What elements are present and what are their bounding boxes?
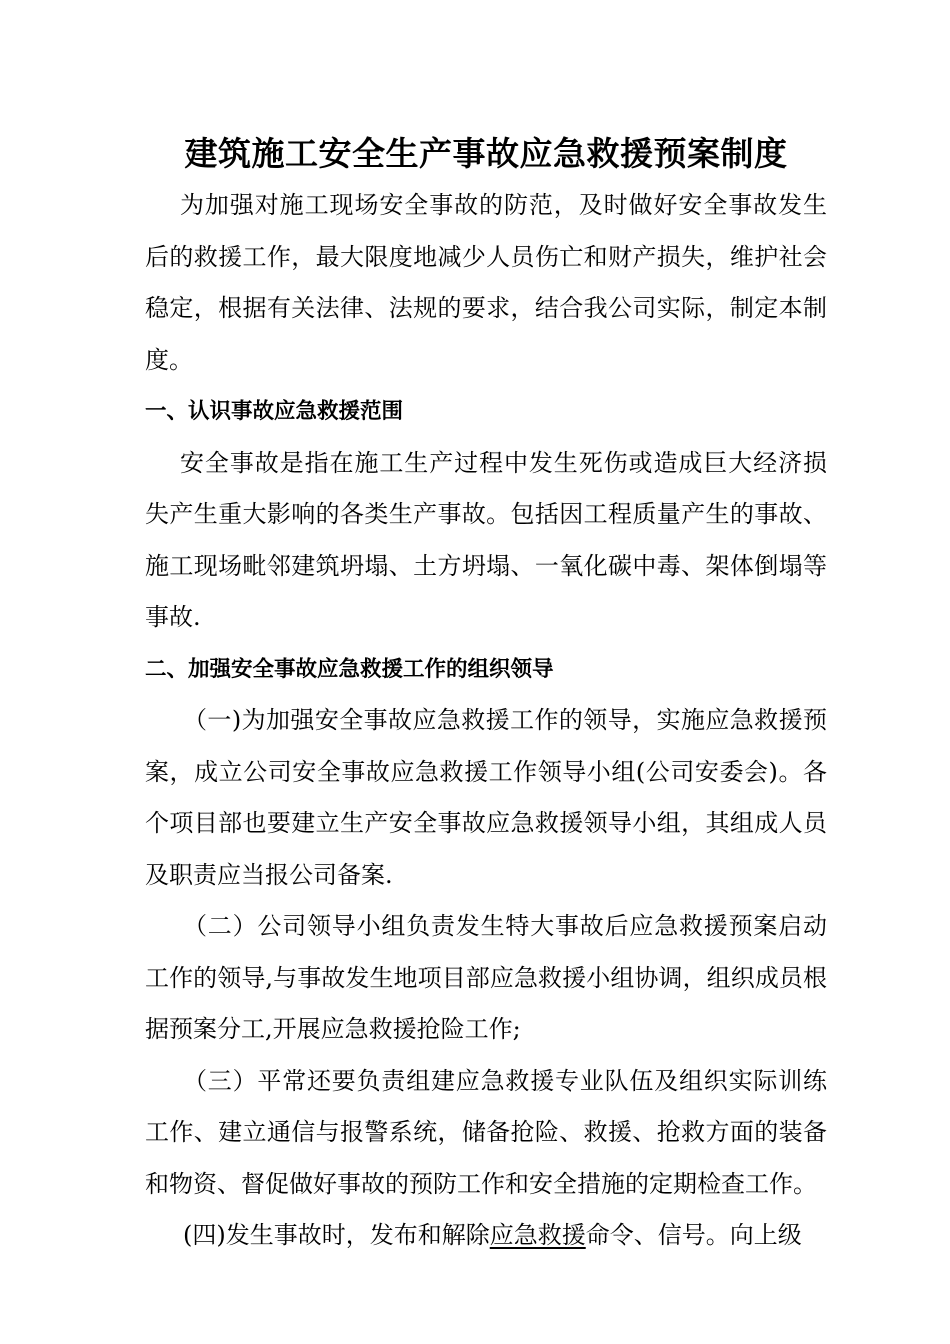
intro-paragraph: 为加强对施工现场安全事故的防范，及时做好安全事故发生后的救援工作，最大限度地减少人员伤亡和财产损失，维护社会稳定，根据有关法律、法规的要求，结合我公司实际，制定本制度。 <box>145 191 827 374</box>
section-2-item-2: （二）公司领导小组负责发生特大事故后应急救援预案启动工作的领导,与事故发生地项目部应急救援小组协调，组织成员根据预案分工,开展应急救援抢险工作; <box>145 912 827 1043</box>
section-2-item-4-prefix: (四)发生事故时，发布和解除 <box>183 1221 490 1249</box>
section-2-item-4-suffix: 命令、信号。向上级 <box>585 1221 802 1249</box>
section-2-item-4 <box>145 1210 827 1262</box>
document-page <box>145 128 827 1262</box>
section-1-heading: 一、认识事故应急救援范围 <box>145 399 404 424</box>
section-2-item-3: （三）平常还要负责组建应急救援专业队伍及组织实际训练工作、建立通信与报警系统，储备抢险、救援、抢救方面的装备和物资、督促做好事故的预防工作和安全措施的定期检查工作。 <box>145 1066 827 1198</box>
emergency-rescue-link[interactable]: 应急救援 <box>489 1221 586 1249</box>
section-2-item-1: （一)为加强安全事故应急救援工作的领导，实施应急救援预案，成立公司安全事故应急救援工作领导小组(公司安委会)。各个项目部也要建立生产安全事故应急救援领导小组，其组成人员及职责应当报公司备案. <box>145 706 827 889</box>
section-2-heading: 二、加强安全事故应急救援工作的组织领导 <box>145 656 554 682</box>
section-1-body: 安全事故是指在施工生产过程中发生死伤或造成巨大经济损失产生重大影响的各类生产事故。包括因工程质量产生的事故、施工现场毗邻建筑坍塌、土方坍塌、一氧化碳中毒、架体倒塌等事故. <box>145 448 827 631</box>
document-title: 建筑施工安全生产事故应急救援预案制度 <box>184 134 788 173</box>
